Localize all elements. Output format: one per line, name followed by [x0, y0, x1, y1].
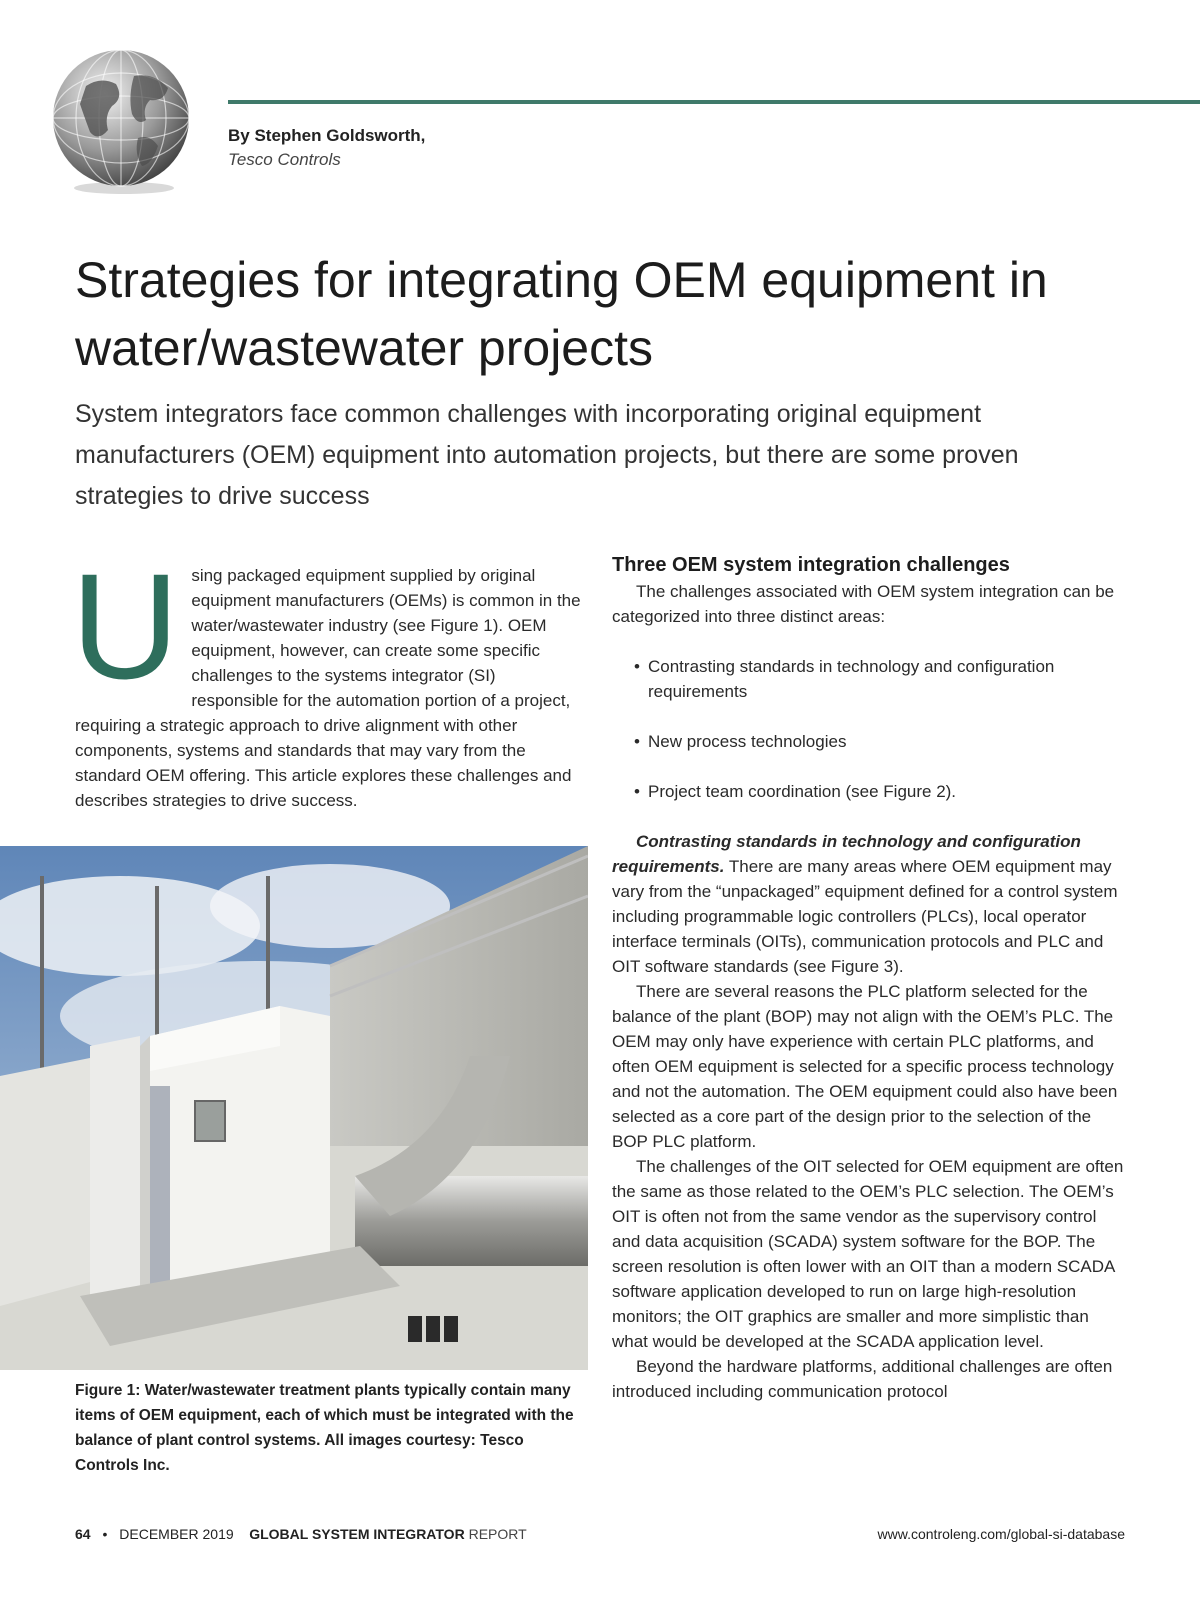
- author-company: Tesco Controls: [228, 150, 341, 169]
- section-heading: Three OEM system integration challenges: [612, 554, 1010, 576]
- paragraph-text: There are many areas where OEM equipment may vary from the “unpackaged” equipment defined for a control system including programmable logic controllers (PLCs), local operator interface terminals (OITs), communication protocols and PLC and OIT software standards (see Figure 3).: [612, 857, 1118, 976]
- right-column: [612, 551, 1127, 1404]
- intro-column: [71, 542, 585, 813]
- intro-paragraph: sing packaged equipment supplied by original equipment manufacturers (OEMs) is common in the water/wastewater industry (see Figure 1). OEM equipment, however, can create some specific challenges to the systems integrator (SI) responsible for the automation portion of a project, requiring a strategic approach to drive alignment with other components, systems and standards that may vary from the standard OEM offering. This article explores these challenges and describes strategies to drive success.: [75, 566, 581, 810]
- challenge-list: [612, 654, 1127, 804]
- globe-icon: [46, 46, 196, 196]
- figure1-caption: Figure 1: Water/wastewater treatment plants typically contain many items of OEM equipment, each of which must be integrated with the balance of plant control systems. All images courtesy: Tesco Controls Inc.: [75, 1382, 574, 1474]
- footer-separator: •: [102, 1526, 108, 1542]
- challenge-item: • Project team coordination (see Figure 2).: [634, 779, 1127, 804]
- runin-heading: Contrasting standards in technology and configuration requirements.: [612, 832, 1081, 876]
- page-footer: [75, 1522, 1125, 1546]
- page-number: 64: [75, 1526, 91, 1542]
- paragraph-plc: There are several reasons the PLC platform selected for the balance of the plant (BOP) may not align with the OEM’s PLC. The OEM may only have experience with certain PLC platforms, and often OEM equipment is selected for a specific process technology and not the automation. The OEM equipment could also have been selected as a core part of the design prior to the selection of the BOP PLC platform.: [612, 982, 1118, 1151]
- issue-date: DECEMBER 2019: [119, 1526, 234, 1542]
- challenge-item: • New process technologies: [634, 729, 1127, 754]
- footer-url[interactable]: www.controleng.com/global-si-database: [877, 1526, 1125, 1542]
- author-name: By Stephen Goldsworth,: [228, 126, 426, 145]
- publication-name: GLOBAL SYSTEM INTEGRATOR: [249, 1526, 465, 1542]
- publication-suffix: REPORT: [468, 1526, 527, 1542]
- paragraph-contrasting: [612, 829, 1127, 979]
- header-rule: [228, 100, 1200, 104]
- byline: [228, 124, 425, 172]
- paragraph-oit: The challenges of the OIT selected for OEM equipment are often the same as those related to the OEM’s PLC selection. The OEM’s OIT is often not from the same vendor as the supervisory control and data acquisition (SCADA) system software for the BOP. The screen resolution is often lower with an OIT than a modern SCADA software application developed to run on large high-resolution monitors; the OIT graphics are smaller and more simplistic than what would be developed at the SCADA application level.: [612, 1157, 1124, 1351]
- figure1-photo: [0, 846, 588, 1370]
- paragraph-beyond: Beyond the hardware platforms, additional challenges are often introduced including communication protocol: [612, 1357, 1113, 1401]
- dropcap: U: [71, 542, 180, 710]
- section-intro: The challenges associated with OEM system integration can be categorized into three distinct areas:: [612, 582, 1115, 626]
- deck: System integrators face common challenges with incorporating original equipment manufacturers (OEM) equipment into automation projects, but there are some proven strategies to drive success: [75, 400, 1019, 510]
- challenge-item: • Contrasting standards in technology and configuration requirements: [634, 654, 1127, 704]
- headline: Strategies for integrating OEM equipment in water/wastewater projects: [75, 252, 1048, 376]
